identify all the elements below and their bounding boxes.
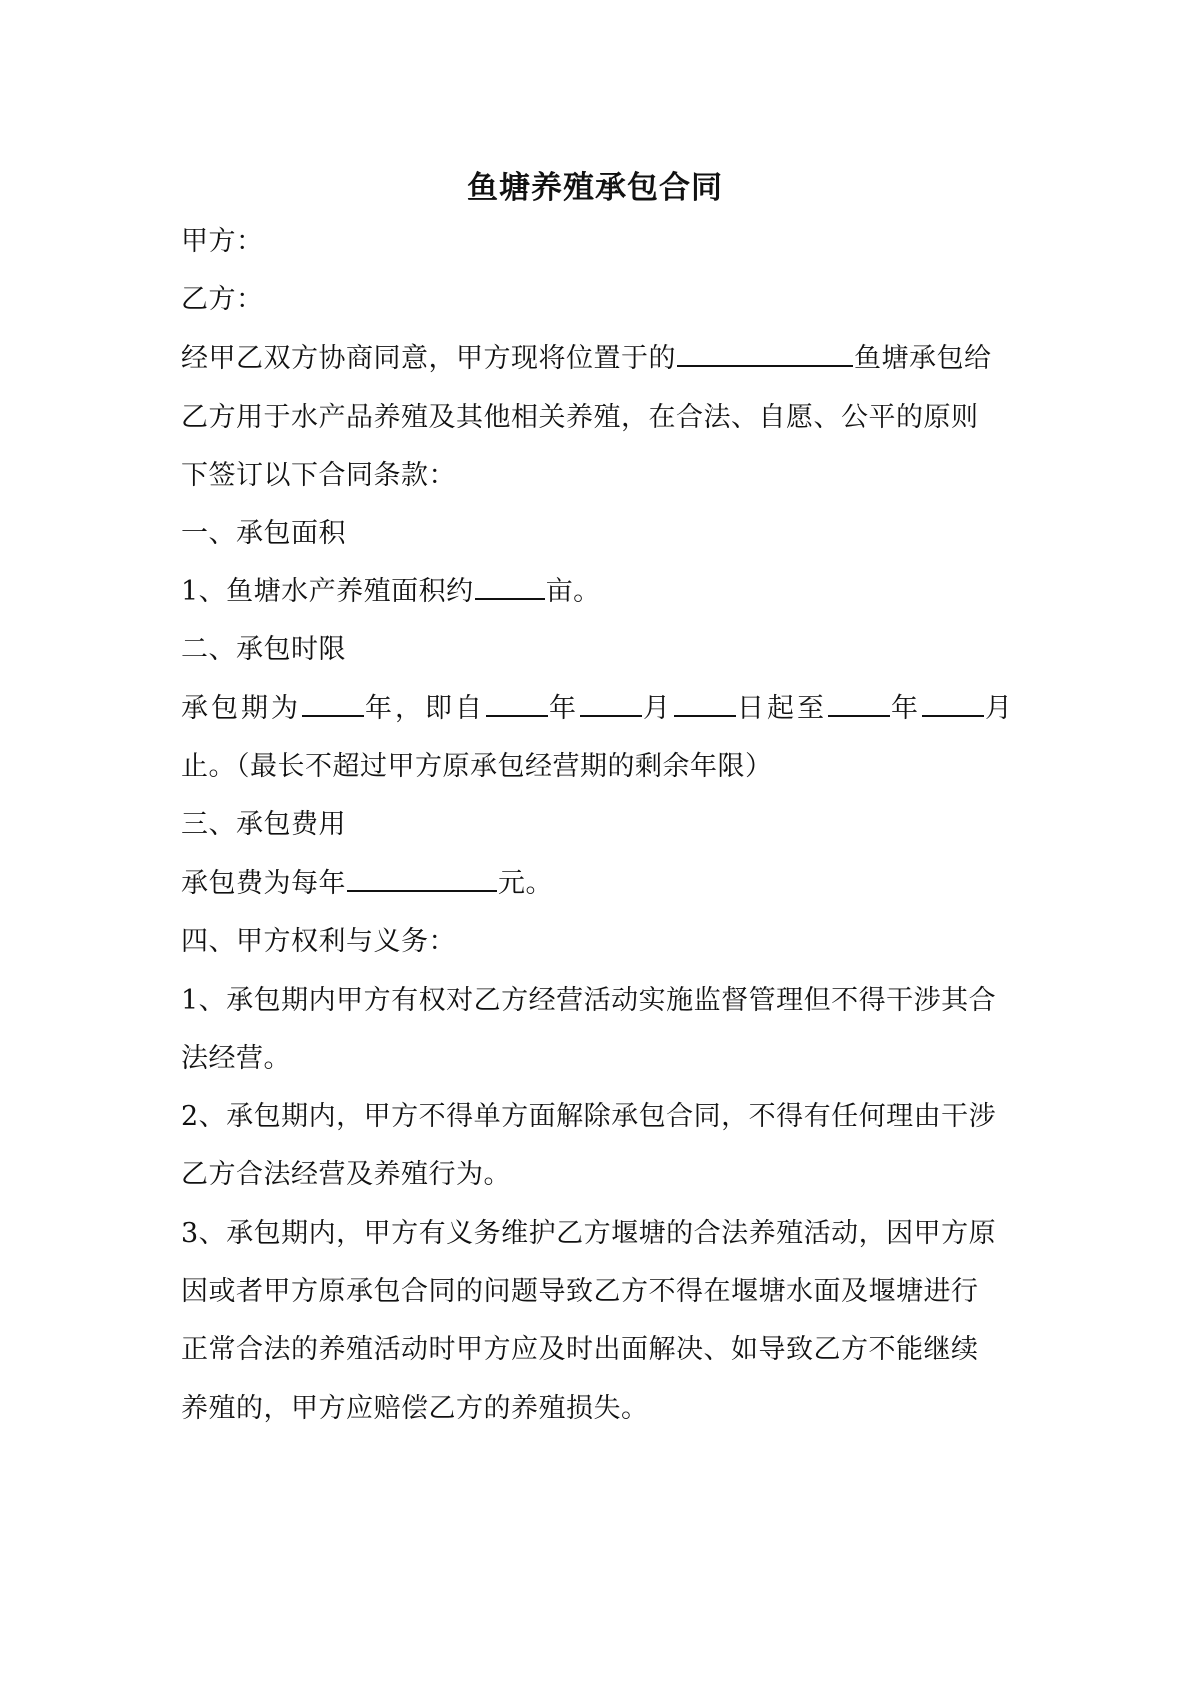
section-4-item-3-line-3: 正常合法的养殖活动时甲方应及时出面解决、如导致乙方不能继续 [181,1334,979,1365]
section-4-item-3-line-4: 养殖的，甲方应赔偿乙方的养殖损失。 [181,1393,649,1424]
term-year-text: 年，即自 [365,693,485,724]
party-b-line: 乙方： [181,284,264,315]
section-2-heading: 二、承包时限 [181,634,346,665]
section-1-heading: 一、承包面积 [181,518,346,549]
term-line [181,687,1015,731]
end-year-text: 年 [891,693,921,724]
start-month-blank [580,689,642,717]
fee-blank [347,864,497,892]
start-year-blank [486,689,548,717]
start-day-blank [674,689,736,717]
term-prefix: 承包期为 [181,693,301,724]
document-title: 鱼塘养殖承包合同 [467,170,723,206]
end-year-blank [828,689,890,717]
section-4-item-1-line-2: 法经营。 [181,1043,291,1074]
start-day-text: 日起至 [737,693,827,724]
intro-line-2: 乙方用于水产品养殖及其他相关养殖，在合法、自愿、公平的原则 [181,402,979,433]
section-4-item-1-line-1: 1、承包期内甲方有权对乙方经营活动实施监督管理但不得干涉其合 [181,985,997,1016]
section-4-heading: 四、甲方权利与义务： [181,926,456,957]
intro-line-1 [181,337,1011,381]
section-3-heading: 三、承包费用 [181,809,346,840]
end-month-text: 月 [985,693,1015,724]
party-a-line: 甲方： [181,226,264,257]
intro-text-pre: 经甲乙双方协商同意，甲方现将位置于的 [181,343,676,374]
term-years-blank [302,689,364,717]
start-month-text: 月 [643,693,673,724]
start-year-text: 年 [549,693,579,724]
section-4-item-2-line-1: 2、承包期内，甲方不得单方面解除承包合同，不得有任何理由干涉 [181,1101,997,1132]
fee-text-pre: 承包费为每年 [181,868,346,899]
fee-line [181,862,1011,906]
section-4-item-3-line-2: 因或者甲方原承包合同的问题导致乙方不得在堰塘水面及堰塘进行 [181,1276,979,1307]
area-text-pre: 1、鱼塘水产养殖面积约 [181,576,474,607]
location-blank [677,339,853,367]
section-4-item-2-line-2: 乙方合法经营及养殖行为。 [181,1159,511,1190]
end-month-blank [922,689,984,717]
term-note: 止。（最长不超过甲方原承包经营期的剩余年限） [181,751,773,782]
intro-text-post: 鱼塘承包给 [854,343,992,374]
intro-line-3: 下签订以下合同条款： [181,460,456,491]
section-4-item-3-line-1: 3、承包期内，甲方有义务维护乙方堰塘的合法养殖活动，因甲方原 [181,1218,997,1249]
fee-text-post: 元。 [498,868,553,899]
section-1-item-1 [181,570,1011,614]
area-text-post: 亩。 [545,576,601,607]
area-blank [475,572,545,600]
